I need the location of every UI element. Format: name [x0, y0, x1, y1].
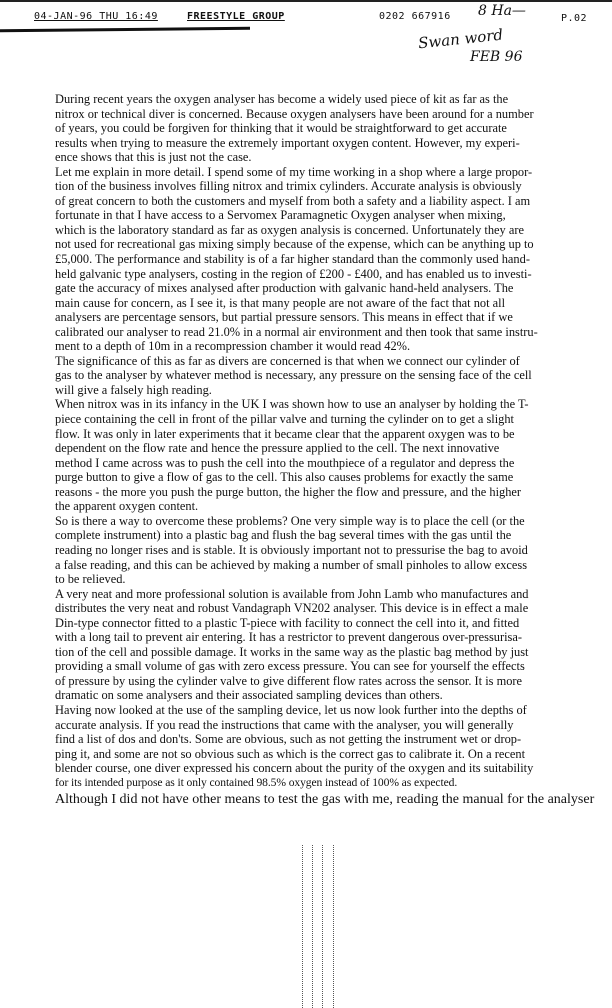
- text-line: analysers are percentage sensors, but partial pressure sensors. This means in effect that if we: [55, 310, 513, 325]
- text-line: £5,000. The performance and stability is of a far higher standard than the commonly used hand-: [55, 252, 530, 267]
- text-line: ment to a depth of 10m in a recompression chamber it would read 42%.: [55, 339, 411, 354]
- text-line: reasons - the more you push the purge button, the higher the flow and pressure, and the higher: [55, 484, 522, 499]
- fax-top-edge: [0, 0, 612, 2]
- text-line: distributes the very neat and robust Vandagraph VN202 analyser. This device is in effect a male: [55, 601, 529, 616]
- article-body: [55, 92, 595, 809]
- text-line: with a long tail to prevent air entering. It has a restrictor to prevent dangerous over-pressurisa-: [55, 630, 522, 645]
- text-line: a false reading, and this can be achieved by making a number of small pinholes to allow excess: [55, 557, 528, 572]
- text-line: complete instrument) into a plastic bag and flush the bag several times with the gas until the: [55, 528, 512, 543]
- text-line: tion of the business involves filling nitrox and trimix cylinders. Accurate analysis is obviously: [55, 179, 522, 194]
- text-line: of years, you could be forgiven for thinking that it would be straightforward to get accurate: [55, 121, 507, 136]
- fax-artifact-dots: [302, 845, 303, 1008]
- text-line: ence shows that this is just not the case.: [55, 150, 252, 165]
- handwritten-note: 8 Ha—: [478, 3, 526, 19]
- text-line: piece containing the cell in front of the pillar valve and turning the cylinder on to get a slight: [55, 412, 515, 427]
- text-line: gate the accuracy of mixes analysed after production with galvanic hand-held analysers. The: [55, 281, 514, 296]
- fax-scan-smear: [0, 27, 250, 33]
- fax-artifact-dots: [312, 845, 313, 1008]
- text-line: fortunate in that I have access to a Servomex Paramagnetic Oxygen analyser when mixing,: [55, 208, 506, 223]
- fax-artifact-dots: [333, 845, 334, 1008]
- text-line: accurate analysis. If you read the instructions that came with the analyser, you will generally: [55, 717, 514, 732]
- fax-artifact-dots: [322, 845, 323, 1008]
- text-line: During recent years the oxygen analyser has become a widely used piece of kit as far as the: [55, 92, 509, 106]
- text-line: find a list of dos and don'ts. Some are obvious, such as not getting the instrument wet or drop-: [55, 732, 522, 747]
- text-line: reading no longer rises and is stable. It is obviously important not to pressurise the bag to avoid: [55, 542, 528, 557]
- text-line: to be relieved.: [55, 572, 126, 587]
- text-line: gas to the analyser by whatever method is necessary, any pressure on the sensing face of the cell: [55, 368, 532, 383]
- text-line: not used for recreational gas mixing simply because of the expense, which can be anything up to: [55, 237, 534, 252]
- text-line: flow. It was only in later experiments that it became clear that the apparent oxygen was to be: [55, 426, 515, 441]
- fax-page-number: P.02: [561, 13, 588, 24]
- text-line: of great concern to both the customers and myself from both a safety and a liability aspect. I am: [55, 193, 531, 208]
- text-line: Let me explain in more detail. I spend some of my time working in a shop where a large propor-: [55, 164, 533, 179]
- text-line: of pressure by using the cylinder valve to give different flow rates across the sensor. It is more: [55, 673, 523, 688]
- text-line: for its intended purpose as it only contained 98.5% oxygen instead of 100% as expected.: [55, 775, 458, 789]
- text-line: When nitrox was in its infancy in the UK I was shown how to use an analyser by holding the T-: [55, 397, 529, 412]
- text-line: dramatic on some analysers and their associated sampling devices than others.: [55, 688, 443, 703]
- text-line: Having now looked at the use of the sampling device, let us now look further into the depths of: [55, 702, 527, 717]
- text-line: The significance of this as far as divers are concerned is that when we connect our cylinder of: [55, 353, 520, 368]
- text-line: will give a falsely high reading.: [55, 382, 212, 397]
- text-line: nitrox or technical diver is concerned. Because oxygen analysers have been around for a number: [55, 106, 534, 121]
- text-line: calibrated our analyser to read 21.0% in a normal air environment and then took that same instru-: [55, 324, 538, 339]
- text-line: A very neat and more professional solution is available from John Lamb who manufactures and: [55, 586, 529, 601]
- text-line: Din-type connector fitted to a plastic T-piece with facility to connect the cell into it, and fitted: [55, 615, 520, 630]
- handwritten-note: Swan word: [417, 25, 504, 53]
- text-line: the apparent oxygen content.: [55, 499, 199, 514]
- fax-phone: 0202 667916: [379, 11, 451, 22]
- text-line: providing a small volume of gas with zero excess pressure. You can see for yourself the effects: [55, 659, 525, 674]
- text-line: main cause for concern, as I see it, is that many people are not aware of the fact that not all: [55, 295, 506, 310]
- fax-company: FREESTYLE GROUP: [187, 11, 285, 22]
- text-line: purge button to give a flow of gas to the cell. This also causes problems for exactly the same: [55, 470, 514, 485]
- text-line: which is the laboratory standard as far as oxygen analysis is concerned. Unfortunately they are: [55, 222, 524, 237]
- text-line: dependent on the flow rate and hence the pressure applied to the cell. The next innovative: [55, 441, 500, 456]
- text-line: tion of the cell and possible damage. It works in the same way as the plastic bag method by just: [55, 644, 529, 659]
- fax-date-time: 04-JAN-96 THU 16:49: [34, 11, 158, 22]
- text-line: held galvanic type analysers, costing in the region of £200 - £400, and has enabled us to investi-: [55, 266, 532, 281]
- text-line: So is there a way to overcome these problems? One very simple way is to place the cell (or the: [55, 513, 525, 528]
- handwritten-note: FEB 96: [470, 49, 523, 65]
- text-line: method I came across was to push the cell into the mouthpiece of a regulator and depress the: [55, 455, 515, 470]
- text-line: blender course, one diver expressed his concern about the purity of the oxygen and its suitability: [55, 761, 534, 776]
- text-line: ping it, and some are not so obvious such as which is the correct gas to calibrate it. On a recent: [55, 746, 526, 761]
- text-line: results when trying to measure the extremely important oxygen content. However, my experi-: [55, 135, 520, 150]
- text-line: Although I did not have other means to test the gas with me, reading the manual for the analyser: [55, 792, 595, 808]
